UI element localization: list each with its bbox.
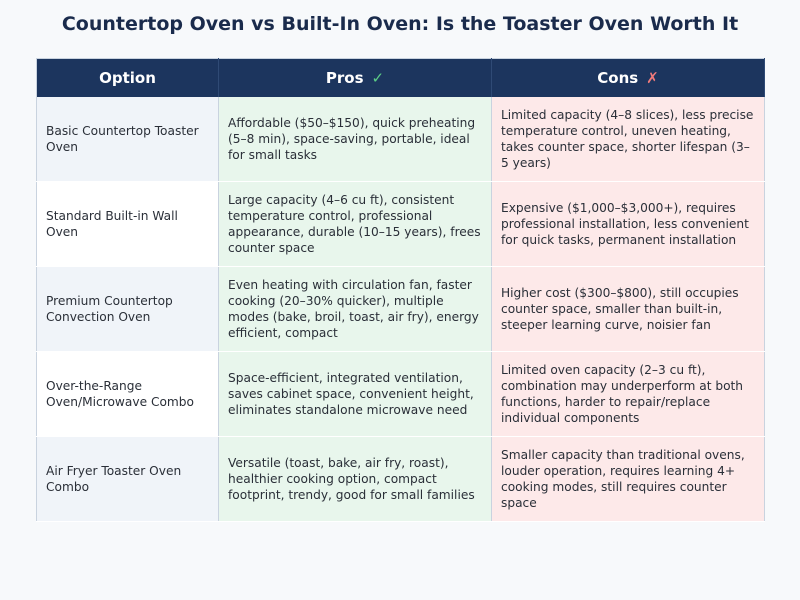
table-row bbox=[37, 437, 765, 522]
cell-pros: Even heating with circulation fan, faster cooking (20–30% quicker), multiple modes (bake, broil, toast, air fry), energy efficient, compact bbox=[219, 267, 492, 352]
cell-pros: Affordable ($50–$150), quick preheating (5–8 min), space-saving, portable, ideal for small tasks bbox=[219, 97, 492, 182]
check-icon: ✓ bbox=[371, 69, 385, 87]
cell-option: Over-the-Range Oven/Microwave Combo bbox=[37, 352, 219, 437]
cell-cons: Limited oven capacity (2–3 cu ft), combination may underperform at both functions, harder to repair/replace individual components bbox=[492, 352, 765, 437]
table-row bbox=[37, 352, 765, 437]
cell-option: Premium Countertop Convection Oven bbox=[37, 267, 219, 352]
header-option-label: Option bbox=[99, 69, 156, 87]
header-option bbox=[37, 59, 219, 98]
cell-cons: Limited capacity (4–8 slices), less precise temperature control, uneven heating, takes counter space, shorter lifespan (3–5 years) bbox=[492, 97, 765, 182]
cell-cons: Smaller capacity than traditional ovens, louder operation, requires learning 4+ cooking modes, still requires counter space bbox=[492, 437, 765, 522]
header-pros-label: Pros bbox=[325, 69, 364, 87]
page-title: Countertop Oven vs Built-In Oven: Is the Toaster Oven Worth It bbox=[61, 13, 739, 35]
header-cons bbox=[492, 59, 765, 98]
cross-icon: ✗ bbox=[646, 69, 659, 87]
cell-pros: Large capacity (4–6 cu ft), consistent temperature control, professional appearance, durable (10–15 years), frees counter space bbox=[219, 182, 492, 267]
comparison-table bbox=[36, 58, 765, 522]
cell-pros: Versatile (toast, bake, air fry, roast), healthier cooking option, compact footprint, trendy, good for small families bbox=[219, 437, 492, 522]
table-row bbox=[37, 267, 765, 352]
header-pros bbox=[219, 59, 492, 98]
header-cons-label: Cons bbox=[597, 69, 639, 87]
cell-cons: Higher cost ($300–$800), still occupies counter space, smaller than built-in, steeper learning curve, noisier fan bbox=[492, 267, 765, 352]
header-row bbox=[37, 59, 765, 98]
cell-option: Standard Built-in Wall Oven bbox=[37, 182, 219, 267]
cell-option: Basic Countertop Toaster Oven bbox=[37, 97, 219, 182]
cell-cons: Expensive ($1,000–$3,000+), requires professional installation, less convenient for quick tasks, permanent installation bbox=[492, 182, 765, 267]
cell-option: Air Fryer Toaster Oven Combo bbox=[37, 437, 219, 522]
cell-pros: Space-efficient, integrated ventilation, saves cabinet space, convenient height, eliminates standalone microwave need bbox=[219, 352, 492, 437]
table-row bbox=[37, 97, 765, 182]
table-row bbox=[37, 182, 765, 267]
